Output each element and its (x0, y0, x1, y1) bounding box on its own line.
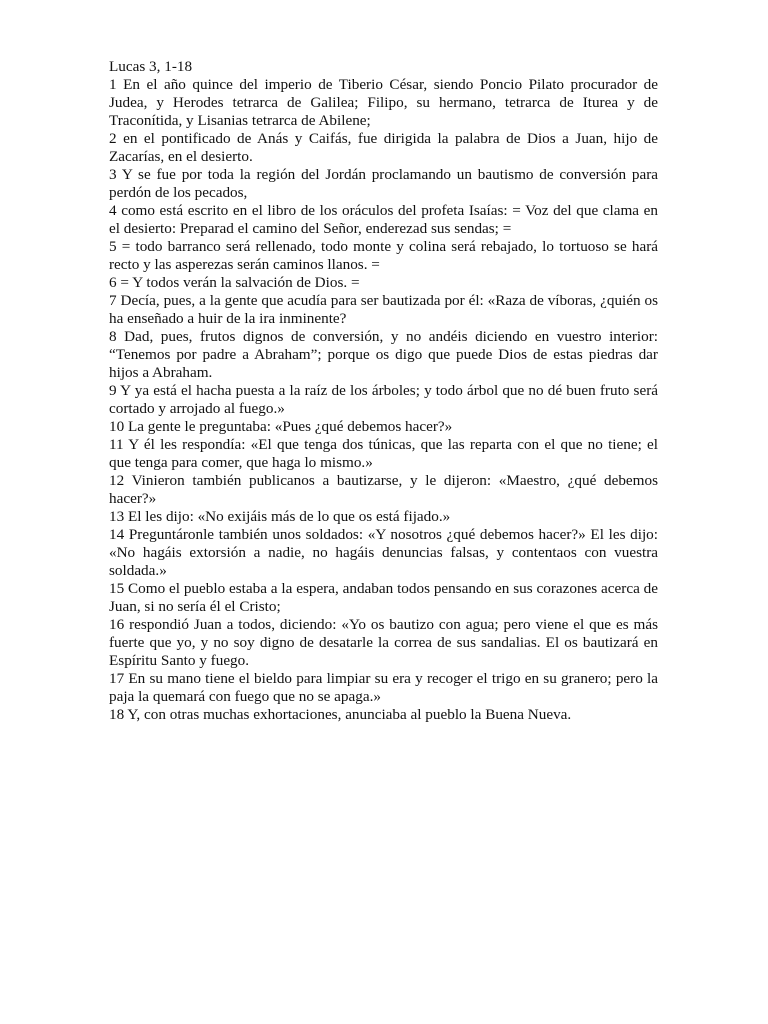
document-title: Lucas 3, 1-18 (109, 58, 193, 75)
verse-15: 15 Como el pueblo estaba a la espera, andaban todos pensando en sus corazones acerca de Juan, si no sería él el Cristo; (109, 580, 658, 615)
verse-17: 17 En su mano tiene el bieldo para limpiar su era y recoger el trigo en su granero; pero la paja la quemará con fuego que no se apaga.» (109, 670, 658, 705)
verse-4: 4 como está escrito en el libro de los oráculos del profeta Isaías: = Voz del que clama en el desierto: Preparad el camino del Señor, enderezad sus sendas; = (109, 202, 658, 237)
verse-7: 7 Decía, pues, a la gente que acudía para ser bautizada por él: «Raza de víboras, ¿quién os ha enseñado a huir de la ira inminente? (109, 292, 658, 327)
verse-3: 3 Y se fue por toda la región del Jordán proclamando un bautismo de conversión para perdón de los pecados, (109, 166, 658, 201)
verse-6: 6 = Y todos verán la salvación de Dios. = (109, 274, 360, 291)
verse-11: 11 Y él les respondía: «El que tenga dos túnicas, que las reparta con el que no tiene; el que tenga para comer, que haga lo mismo.» (109, 436, 658, 471)
verse-9: 9 Y ya está el hacha puesta a la raíz de los árboles; y todo árbol que no dé buen fruto será cortado y arrojado al fuego.» (109, 382, 658, 417)
verse-12: 12 Vinieron también publicanos a bautizarse, y le dijeron: «Maestro, ¿qué debemos hacer?» (109, 472, 658, 507)
verse-10: 10 La gente le preguntaba: «Pues ¿qué debemos hacer?» (109, 418, 453, 435)
verse-18: 18 Y, con otras muchas exhortaciones, anunciaba al pueblo la Buena Nueva. (109, 706, 572, 723)
document-text (109, 58, 658, 724)
verse-1: 1 En el año quince del imperio de Tiberio César, siendo Poncio Pilato procurador de Judea, y Herodes tetrarca de Galilea; Filipo, su hermano, tetrarca de Iturea y de Traconítida, y Lisanias tetrarca de Abilene; (109, 76, 658, 129)
verse-5: 5 = todo barranco será rellenado, todo monte y colina será rebajado, lo tortuoso se hará recto y las asperezas serán caminos llanos. = (109, 238, 658, 273)
verse-8: 8 Dad, pues, frutos dignos de conversión, y no andéis diciendo en vuestro interior: “Tenemos por padre a Abraham”; porque os digo que puede Dios de estas piedras dar hijos a Abraham. (109, 328, 658, 381)
verse-14: 14 Preguntáronle también unos soldados: «Y nosotros ¿qué debemos hacer?» El les dijo: «No hagáis extorsión a nadie, no hagáis denuncias falsas, y contentaos con vuestra soldada.» (109, 526, 658, 579)
verse-16: 16 respondió Juan a todos, diciendo: «Yo os bautizo con agua; pero viene el que es más fuerte que yo, y no soy digno de desatarle la correa de sus sandalias. El os bautizará en Espíritu Santo y fuego. (109, 616, 658, 669)
verse-13: 13 El les dijo: «No exijáis más de lo que os está fijado.» (109, 508, 451, 525)
verse-2: 2 en el pontificado de Anás y Caifás, fue dirigida la palabra de Dios a Juan, hijo de Zacarías, en el desierto. (109, 130, 658, 165)
